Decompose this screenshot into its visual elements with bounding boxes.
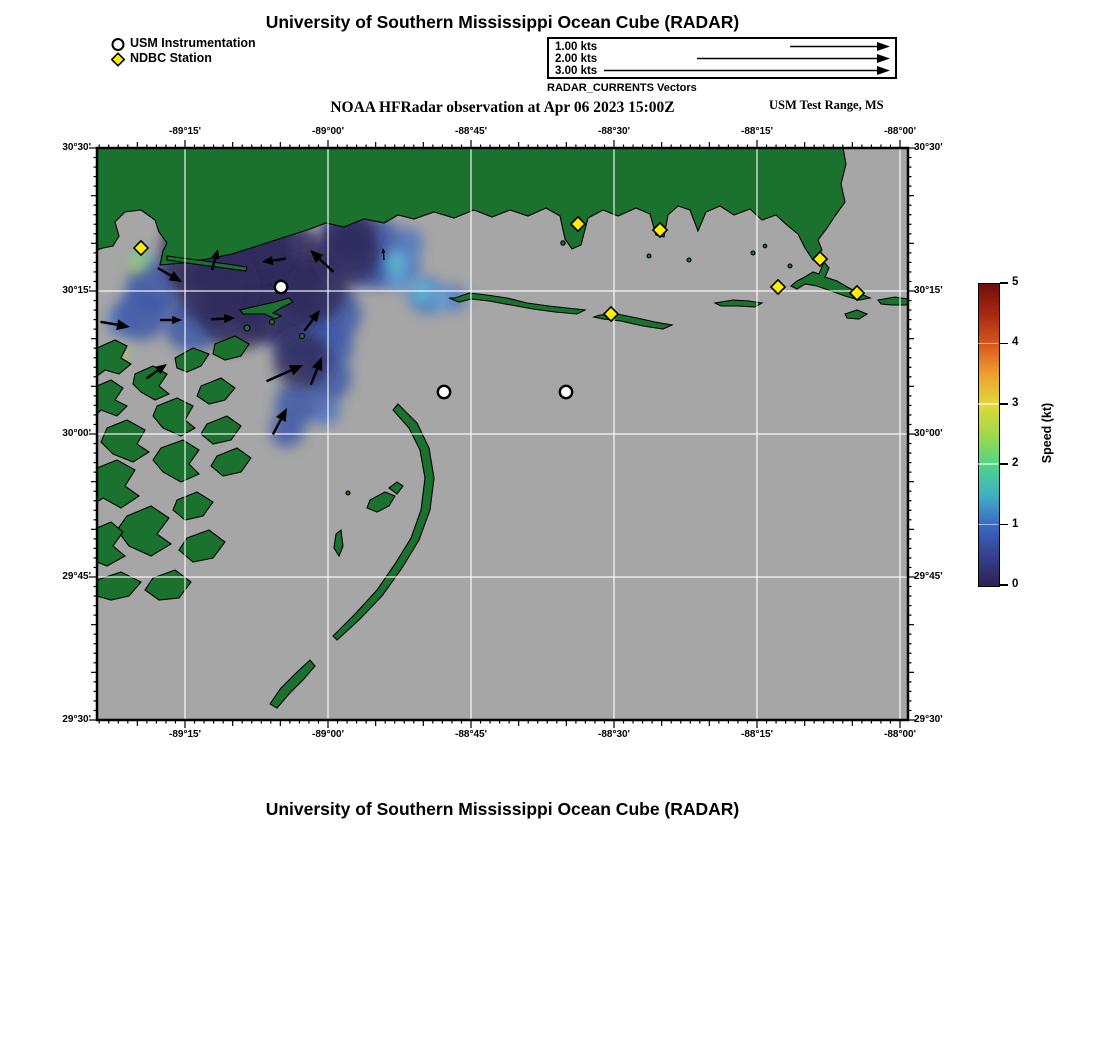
- scale-arrow-head: [877, 54, 890, 63]
- colorbar-tick: [1000, 403, 1008, 405]
- footer-title: University of Southern Mississippi Ocean Cube (RADAR): [265, 799, 740, 819]
- colorbar-gridline: [978, 403, 998, 405]
- islet-6: [687, 258, 691, 262]
- speed-blob: [387, 257, 403, 273]
- islet-4: [561, 241, 565, 245]
- islet-10: [346, 491, 350, 495]
- x-axis-label-top: -88°00': [884, 126, 916, 137]
- x-axis-label-bottom: -88°00': [884, 729, 916, 740]
- usm-instrumentation-marker: [560, 386, 572, 398]
- y-axis-label-right: 29°45': [914, 571, 943, 582]
- usm-circle-icon: [111, 37, 126, 52]
- hfradar-map: [97, 148, 908, 720]
- x-axis-label-top: -88°45': [455, 126, 487, 137]
- scale-row-label: 3.00 kts: [555, 64, 598, 77]
- x-axis-label-bottom: -88°15': [741, 729, 773, 740]
- colorbar-tick: [1000, 343, 1008, 345]
- colorbar-tick-label: 5: [1012, 276, 1019, 288]
- islet-1: [244, 325, 250, 331]
- map-canvas: [97, 148, 908, 720]
- colorbar-gridline: [978, 343, 998, 345]
- scale-arrow-head: [877, 42, 890, 51]
- y-axis-label-left: 30°30': [62, 142, 91, 153]
- legend-usm-label: USM Instrumentation: [130, 36, 256, 50]
- colorbar-tick-label: 4: [1012, 336, 1019, 349]
- test-range-label: USM Test Range, MS: [769, 98, 884, 112]
- y-axis-label-left: 30°00': [62, 428, 91, 439]
- page-title: University of Southern Mississippi Ocean Cube (RADAR): [265, 12, 740, 32]
- legend-usm-row: [111, 36, 256, 51]
- islet-8: [763, 244, 767, 248]
- vector-scale-arrows: [549, 39, 894, 76]
- vector-scale-box: [547, 37, 897, 79]
- vector-scale-caption: RADAR_CURRENTS Vectors: [547, 82, 697, 94]
- colorbar-tick-label: 3: [1012, 396, 1019, 409]
- colorbar-tick: [1000, 463, 1008, 465]
- y-axis-label-left: 30°15': [62, 285, 91, 296]
- islet-5: [647, 254, 651, 258]
- colorbar-tick: [1000, 584, 1008, 586]
- scale-arrow-head: [877, 66, 890, 75]
- y-axis-label-left: 29°30': [62, 714, 91, 725]
- usm-instrumentation-marker: [438, 386, 450, 398]
- marker-legend: [111, 36, 256, 66]
- ndbc-diamond-icon: [111, 52, 126, 67]
- scale-row-label: 1.00 kts: [555, 40, 598, 53]
- usm-instrumentation-marker: [275, 281, 287, 293]
- x-axis-label-bottom: -88°45': [455, 729, 487, 740]
- y-axis-label-left: 29°45': [62, 571, 91, 582]
- x-axis-label-top: -89°15': [169, 126, 201, 137]
- colorbar-tick-label: 0: [1012, 578, 1019, 590]
- observation-subtitle: NOAA HFRadar observation at Apr 06 2023 15:00Z: [330, 99, 675, 116]
- x-axis-label-top: -89°00': [312, 126, 344, 137]
- legend-ndbc-row: [111, 51, 256, 66]
- y-axis-label-right: 30°00': [914, 428, 943, 439]
- y-axis-label-right: 29°30': [914, 714, 943, 725]
- islet-9: [788, 264, 792, 268]
- colorbar-gridline: [978, 463, 998, 465]
- x-axis-label-bottom: -88°30': [598, 729, 630, 740]
- colorbar-tick-label: 1: [1012, 517, 1019, 530]
- x-axis-label-top: -88°15': [741, 126, 773, 137]
- y-axis-label-right: 30°30': [914, 142, 943, 153]
- x-axis-label-bottom: -89°15': [169, 729, 201, 740]
- speed-colorbar: [978, 283, 1000, 587]
- x-axis-label-top: -88°30': [598, 126, 630, 137]
- speed-blob: [416, 287, 430, 301]
- speed-blob: [116, 288, 168, 340]
- islet-3: [300, 334, 305, 339]
- colorbar-tick: [1000, 524, 1008, 526]
- islet-2: [270, 320, 275, 325]
- colorbar-tick: [1000, 282, 1008, 284]
- scale-row-label: 2.00 kts: [555, 52, 598, 65]
- x-axis-label-bottom: -89°00': [312, 729, 344, 740]
- colorbar-tick-label: 2: [1012, 457, 1019, 470]
- islet-7: [751, 251, 755, 255]
- legend-ndbc-label: NDBC Station: [130, 51, 212, 65]
- colorbar-label: Speed (kt): [1040, 402, 1054, 464]
- speed-blob: [130, 258, 144, 272]
- y-axis-label-right: 30°15': [914, 285, 943, 296]
- colorbar-gridline: [978, 524, 998, 526]
